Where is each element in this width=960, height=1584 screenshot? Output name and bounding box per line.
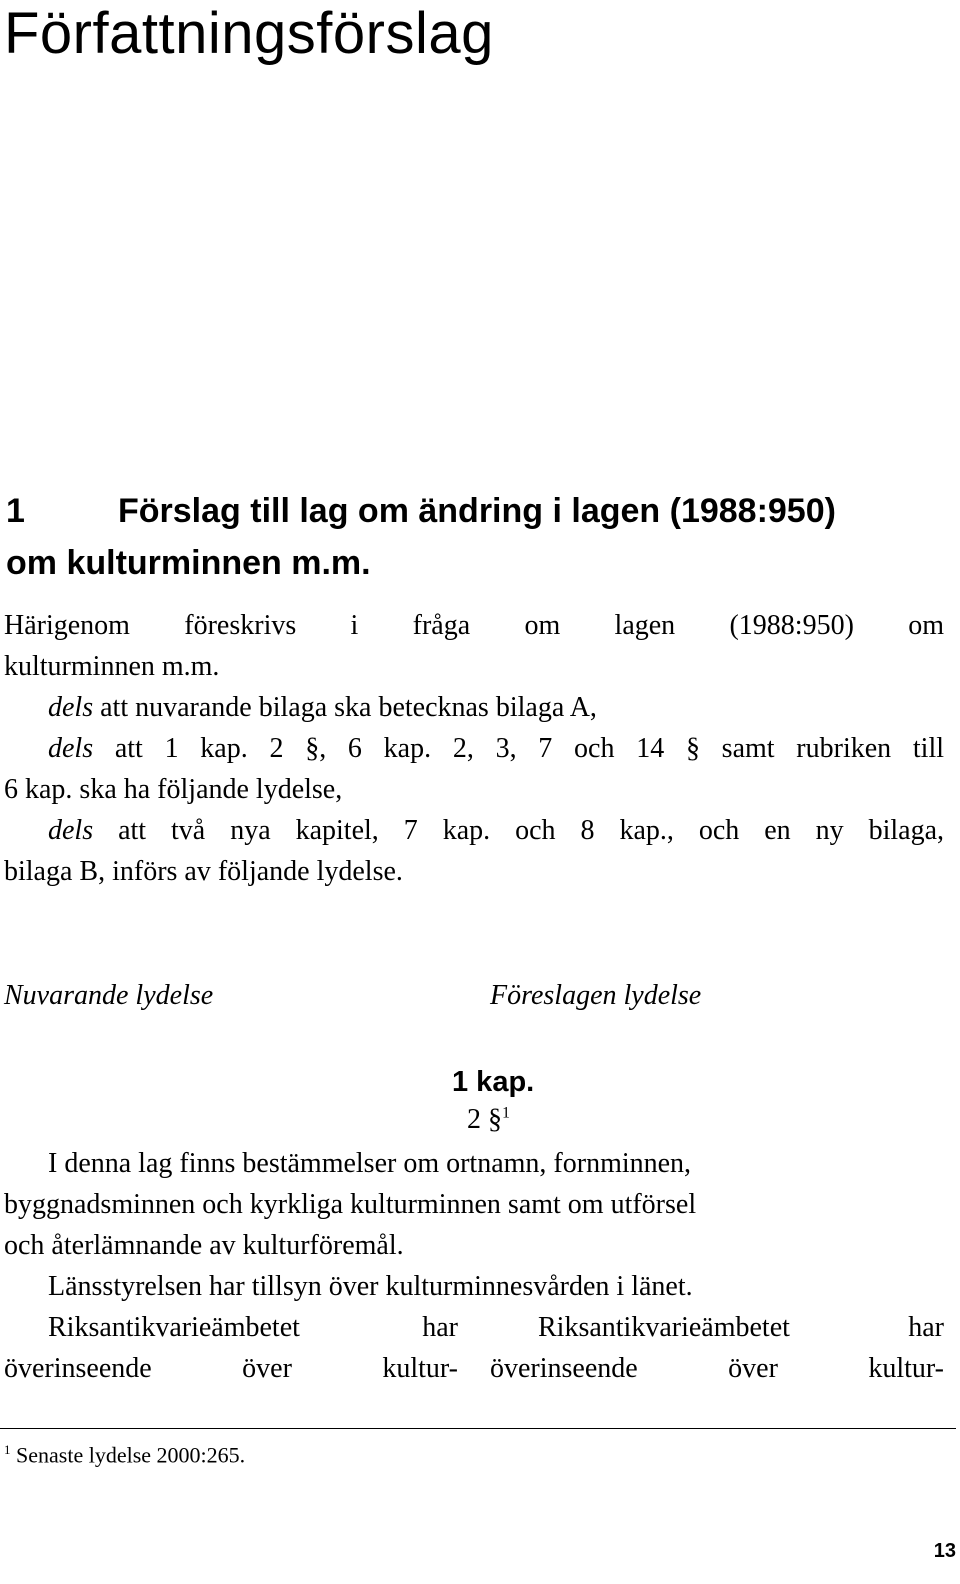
intro-line-5: 6 kap. ska ha följande lydelse, xyxy=(4,774,343,805)
law-text-line-2: byggnadsminnen och kyrkliga kulturminnen samt om utförsel xyxy=(4,1189,697,1220)
document-title: Författningsförslag xyxy=(4,1,494,66)
column-heading-current: Nuvarande lydelse xyxy=(4,980,214,1011)
paragraph-number xyxy=(467,1104,510,1136)
footnote-marker: 1 xyxy=(4,1442,11,1457)
law-text-line-1: I denna lag finns bestämmelser om ortnamn, fornminnen, xyxy=(48,1148,692,1179)
dels-emphasis: dels xyxy=(48,692,94,723)
intro-line-7: bilaga B, införs av följande lydelse. xyxy=(4,856,403,887)
intro-line-3-text: att nuvarande bilaga ska betecknas bilaga A, xyxy=(93,692,597,723)
footnote-divider xyxy=(0,1428,956,1429)
footnote-text: Senaste lydelse 2000:265. xyxy=(16,1442,246,1468)
section-heading-line2: om kulturminnen m.m. xyxy=(6,544,371,582)
intro-line-1: Härigenom föreskrivs i fråga om lagen (1988:950) om xyxy=(4,610,944,641)
intro-line-4 xyxy=(48,728,944,769)
intro-line-2: kulturminnen m.m. xyxy=(4,651,220,682)
proposed-text-line-5: Riksantikvarieämbetet har xyxy=(538,1312,944,1343)
footnote xyxy=(4,1442,245,1468)
section-heading-line1: Förslag till lag om ändring i lagen (1988:950) xyxy=(118,492,836,530)
section-number: 1 xyxy=(6,492,25,530)
footnote-reference: 1 xyxy=(502,1104,510,1122)
proposed-text-line-6: överinseende över kultur- xyxy=(490,1353,944,1384)
column-heading-proposed: Föreslagen lydelse xyxy=(490,980,702,1011)
dels-emphasis: dels xyxy=(48,733,94,764)
intro-line-6 xyxy=(48,810,944,851)
chapter-label: 1 kap. xyxy=(452,1066,535,1098)
section-heading xyxy=(6,485,836,589)
law-text-line-3: och återlämnande av kulturföremål. xyxy=(4,1230,404,1261)
paragraph-label: 2 § xyxy=(467,1104,502,1135)
dels-emphasis: dels xyxy=(48,815,94,846)
current-text-line-6: överinseende över kultur- xyxy=(4,1353,458,1384)
intro-line-3 xyxy=(48,687,597,728)
intro-line-6-text: att två nya kapitel, 7 kap. och 8 kap., och en ny bilaga, xyxy=(93,815,944,846)
intro-line-4-text: att 1 kap. 2 §, 6 kap. 2, 3, 7 och 14 § samt rubriken till xyxy=(93,733,944,764)
page-number: 13 xyxy=(933,1540,956,1562)
law-text-line-4: Länsstyrelsen har tillsyn över kulturminnesvården i länet. xyxy=(48,1271,693,1302)
current-text-line-5: Riksantikvarieämbetet har xyxy=(48,1312,458,1343)
